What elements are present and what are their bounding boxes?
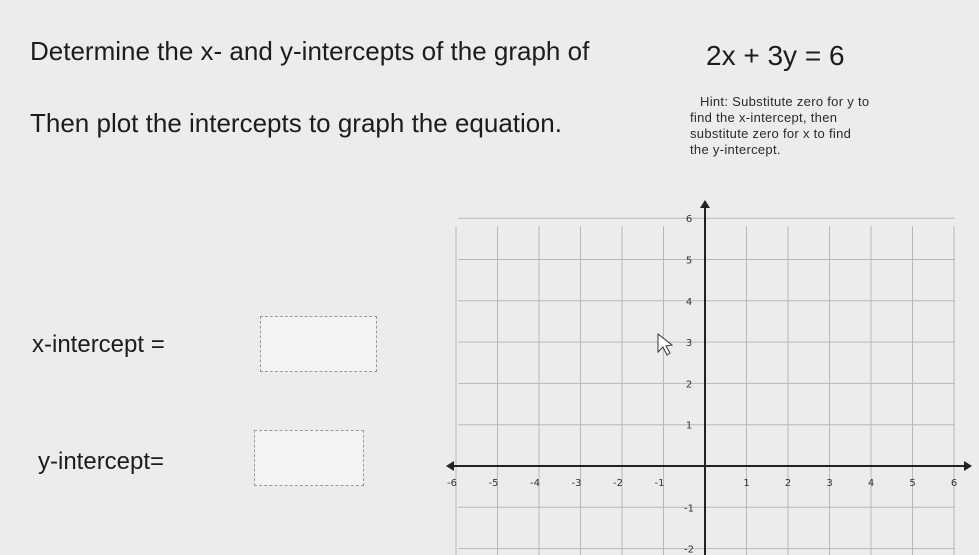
y-tick-label: 2 [685, 379, 693, 391]
y-tick-label: -2 [684, 544, 694, 555]
x-tick-label: 4 [867, 478, 875, 489]
y-tick-label: 1 [685, 420, 693, 432]
x-tick-label: 5 [909, 478, 916, 489]
y-axis-arrow [700, 200, 710, 208]
equation: 2x + 3y = 6 [706, 40, 845, 71]
graph-axes [446, 200, 972, 555]
y-tick-label: 5 [685, 255, 693, 267]
x-axis-right-arrow [964, 461, 972, 471]
x-tick-label: 2 [784, 478, 792, 489]
x-tick-label: -6 [447, 478, 457, 489]
hint-line-4: the y-intercept. [690, 142, 781, 157]
graph-tick-labels [447, 214, 957, 555]
y-tick-label: 3 [685, 338, 693, 350]
question-line-1: Determine the x- and y-intercepts of the graph of [30, 36, 590, 66]
x-tick-label: -4 [530, 478, 540, 489]
hint-line-2: find the x-intercept, then [690, 110, 838, 125]
y-tick-label: 6 [685, 214, 693, 226]
x-tick-label: 3 [826, 478, 833, 489]
x-tick-label: -1 [654, 478, 665, 489]
x-tick-label: 6 [950, 478, 958, 489]
x-tick-label: -2 [613, 478, 623, 489]
x-intercept-label: x-intercept = [32, 331, 165, 358]
x-axis-left-arrow [446, 461, 454, 471]
hint-line-3: substitute zero for x to find [690, 126, 852, 141]
cursor-icon [658, 334, 672, 355]
x-tick-label: -3 [571, 478, 582, 489]
x-tick-label: -5 [488, 478, 499, 489]
y-intercept-label: y-intercept= [38, 448, 165, 475]
y-tick-label: -1 [684, 503, 694, 515]
hint-line-1: Hint: Substitute zero for y to [700, 94, 870, 109]
x-tick-label: 1 [743, 478, 750, 489]
y-tick-label: 4 [685, 296, 693, 308]
question-line-2: Then plot the intercepts to graph the equation. [30, 108, 562, 138]
